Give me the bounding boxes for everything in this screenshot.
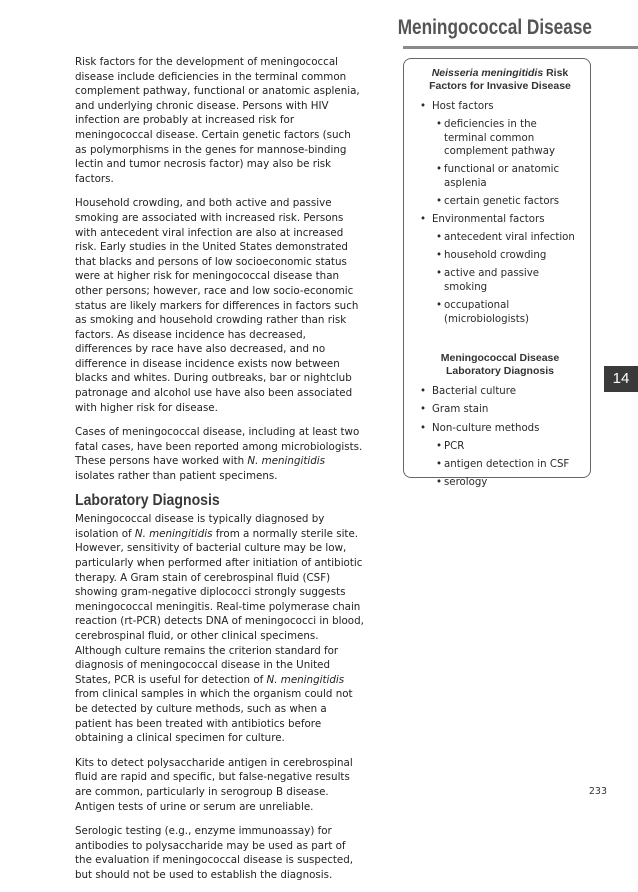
list-item: • deficiencies in the terminal common complement pathway xyxy=(420,118,580,159)
section-heading-laboratory-diagnosis: Laboratory Diagnosis xyxy=(75,491,220,509)
sidebar-box xyxy=(403,58,591,488)
list-item: • PCR xyxy=(420,440,580,454)
organism-name: N. meningitidis xyxy=(266,673,345,686)
organism-name: Neisseria meningitidis xyxy=(431,67,544,79)
text-span: Meningococcal disease is typically diagnosed by isolation of xyxy=(75,513,325,540)
list-item: • functional or anatomic asplenia xyxy=(420,163,580,190)
list-item: • certain genetic factors xyxy=(420,195,580,209)
sidebar-heading-risk-factors xyxy=(420,67,580,92)
main-text-column xyxy=(75,55,365,892)
list-item: • antecedent viral infection xyxy=(420,231,580,245)
organism-name: N. meningitidis xyxy=(247,455,326,468)
header-rule xyxy=(403,46,638,49)
text-span: Risk xyxy=(543,67,569,79)
paragraph-antigen-kits: Kits to detect polysaccharide antigen in cerebrospinal fluid are rapid and specific, but false-negative results are common, particularly in serogroup B disease. Antigen tests of urine or serum are unreliable. xyxy=(75,756,353,813)
list-item: • Non-culture methods xyxy=(420,422,580,436)
page-number: 233 xyxy=(588,786,607,797)
paragraph-household-crowding: Household crowding, and both active and passive smoking are associated with increased risk. Persons with antecedent viral infection are also at increased risk. Early studies in the United States demonstrated that blacks and persons of low socioeconomic status were at higher risk for meningococcal disease than other persons; however, race and low socio-economic status are likely markers for differences in factors such as smoking and household crowding rather than risk factors. As disease incidence has decreased, differences by race have also decreased, and no difference in disease incidence exists now between blacks and whites. During outbreaks, bar or nightclub patronage and alcohol use have also been associated with higher risk for disease. xyxy=(75,197,359,414)
text-span: Factors for Invasive Disease xyxy=(429,79,571,92)
text-span: isolates rather than patient specimens. xyxy=(75,470,278,483)
list-item: • Environmental factors xyxy=(420,213,580,227)
list-item: • household crowding xyxy=(420,249,580,263)
text-span: Cases of meningococcal disease, including at least two fatal cases, have been reported among microbiologists. These persons have worked with xyxy=(75,426,363,468)
paragraph-microbiologists xyxy=(75,425,365,483)
list-item: • Gram stain xyxy=(420,403,580,417)
list-item: • Bacterial culture xyxy=(420,385,580,399)
text-span: Laboratory Diagnosis xyxy=(446,364,554,377)
text-span: Meningococcal Disease xyxy=(440,352,560,365)
text-span: from a normally sterile site. However, sensitivity of bacterial culture may be low, particularly when performed after initiation of antibiotic therapy. A Gram stain of cerebrospinal fluid (CSF) showing gram-negative diplococci strongly suggests meningococcal meningitis. Real-time polymerase chain reaction (rt-PCR) detects DNA of meningococci in blood, cerebrospinal fluid, or other clinical specimens. Although culture remains the criterion standard for diagnosis of meningococcal disease in the United States, PCR is useful for detection of xyxy=(75,527,364,686)
list-item: • antigen detection in CSF xyxy=(420,458,580,472)
text-span: from clinical samples in which the organism could not be detected by culture methods, such as when a patient has been treated with antibiotics before obtaining a clinical specimen for culture. xyxy=(75,688,353,745)
paragraph-serologic-testing: Serologic testing (e.g., enzyme immunoassay) for antibodies to polysaccharide may be used as part of the evaluation if meningococcal disease is suspected, but should not be used to establish the diagnosis. xyxy=(75,825,354,881)
list-item: • occupational (microbiologists) xyxy=(420,299,580,326)
list-item: • Host factors xyxy=(420,100,580,114)
risk-factors-list xyxy=(420,100,580,326)
page-header-title: Meningococcal Disease xyxy=(397,16,592,39)
list-item: • serology xyxy=(420,476,580,490)
sidebar-heading-lab-diagnosis xyxy=(420,352,580,377)
organism-name: N. meningitidis xyxy=(134,527,213,540)
list-item: • active and passive smoking xyxy=(420,267,580,294)
lab-diagnosis-list xyxy=(420,385,580,489)
chapter-tab: 14 xyxy=(604,366,638,392)
paragraph-risk-factors: Risk factors for the development of meningococcal disease include deficiencies in the terminal common complement pathway, functional or anatomic asplenia, and underlying chronic disease. Persons with HIV infection are probably at increased risk for meningococcal disease. Certain genetic factors (such as polymorphisms in the genes for mannose-binding lectin and tumor necrosis factor) may also be risk factors. xyxy=(75,56,360,185)
paragraph-diagnosis xyxy=(75,512,365,746)
